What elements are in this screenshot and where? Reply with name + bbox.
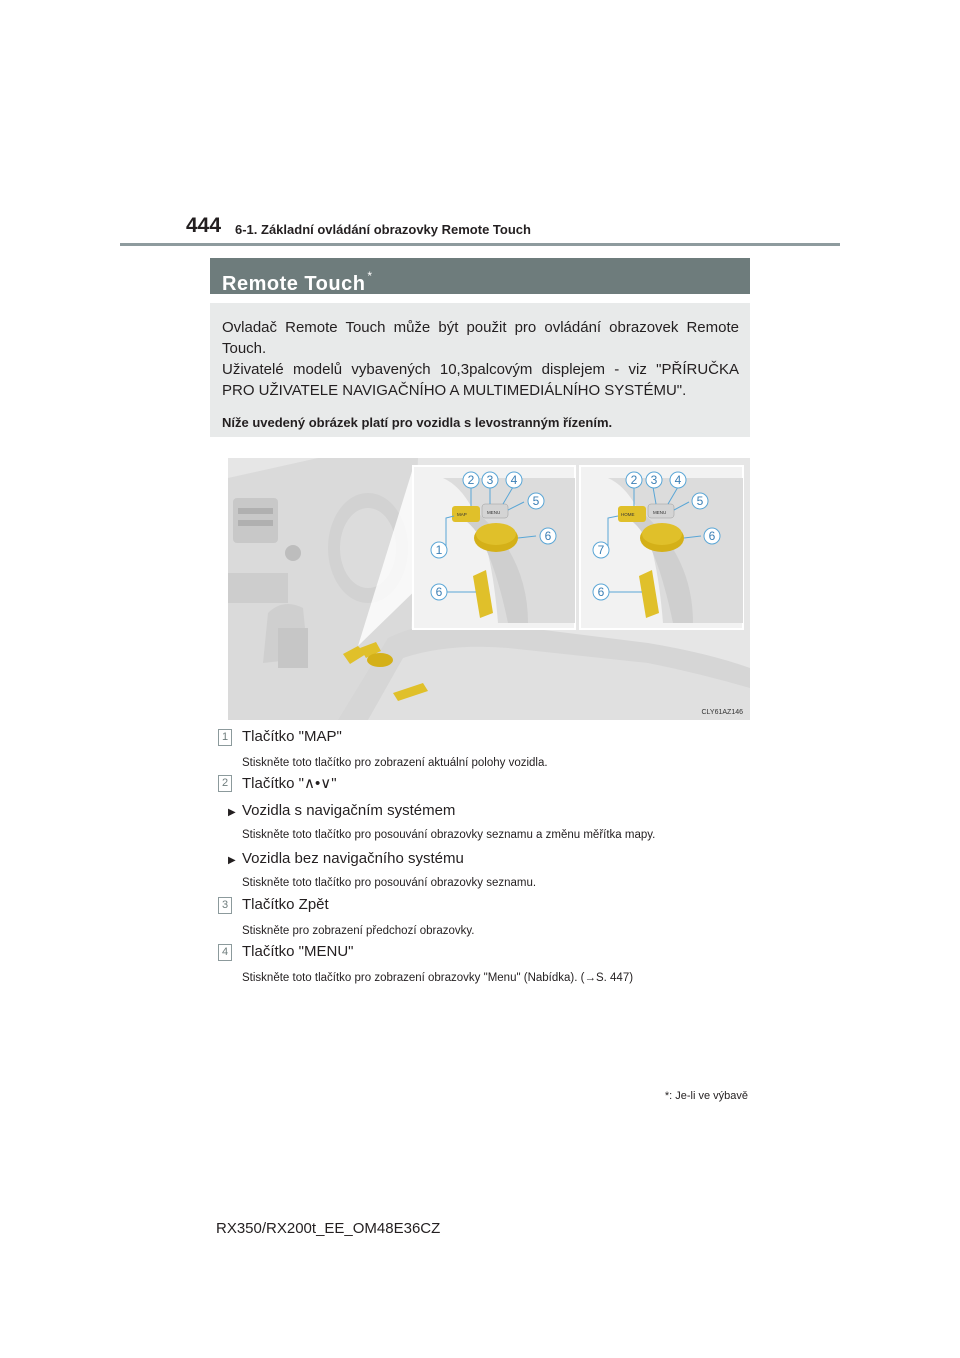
callout-right-1: 2 [630, 473, 638, 487]
item-desc-4: Stiskněte toto tlačítko pro zobrazení obrazovky "Menu" (Nabídka). (→S. 447) [242, 972, 634, 984]
item-number-1: 1 [218, 729, 232, 746]
header-section-title: 6-1. Základní ovládání obrazovky Remote Touch [235, 222, 531, 237]
intro-paragraph-1: Ovladač Remote Touch může být použit pro ovládání obrazovek Remote Touch. [222, 319, 739, 357]
callout-right-7: 6 [597, 585, 605, 599]
item2-variant-2-title [228, 850, 464, 867]
callout-right-5: 6 [708, 529, 716, 543]
footer-code: RX350/RX200t_EE_OM48E36CZ [216, 1220, 441, 1237]
item2-variant-1-title [228, 802, 455, 819]
callout-left-3: 4 [510, 473, 518, 487]
item-number-3: 3 [218, 897, 232, 914]
item2-variant-2-desc: Stiskněte toto tlačítko pro posouvání obrazovky seznamu. [242, 877, 537, 889]
callout-right-6: 7 [597, 543, 605, 557]
section-title-bar [210, 258, 750, 294]
triangle-bullet-icon: ▶ [228, 807, 236, 818]
home-button-label: HOME [621, 512, 635, 517]
variant-2-title-text: Vozidla bez navigačního systému [242, 850, 464, 867]
callout-right-2: 3 [650, 473, 658, 487]
callout-left-1: 2 [467, 473, 475, 487]
triangle-bullet-icon: ▶ [228, 855, 236, 866]
illustration-code: CLY61AZ146 [701, 709, 743, 716]
callout-right-4: 5 [696, 494, 704, 508]
header-rule [120, 243, 840, 246]
intro-box [210, 303, 750, 437]
item-title-1: Tlačítko "MAP" [242, 728, 342, 745]
item-number-4: 4 [218, 944, 232, 961]
callout-left-2: 3 [486, 473, 494, 487]
section-title-mark: * [367, 269, 373, 283]
footnote: *: Je-li ve výbavě [664, 1090, 748, 1102]
map-button-label: MAP [457, 512, 467, 517]
menu-button-label-right: MENU [653, 510, 667, 515]
callout-left-6: 1 [435, 543, 443, 557]
item-title-3: Tlačítko Zpět [242, 896, 329, 913]
variant-1-title-text: Vozidla s navigačním systémem [242, 802, 456, 819]
menu-button-label-left: MENU [487, 510, 501, 515]
item-title-2: Tlačítko "∧•∨" [242, 775, 337, 792]
console-illustration [228, 458, 750, 720]
item-title-4: Tlačítko "MENU" [242, 943, 354, 960]
page-number: 444 [186, 214, 222, 237]
callout-left-5: 6 [544, 529, 552, 543]
callout-right-3: 4 [674, 473, 682, 487]
callout-left-7: 6 [435, 585, 443, 599]
item-desc-1: Stiskněte toto tlačítko pro zobrazení aktuální polohy vozidla. [242, 757, 548, 769]
intro-paragraph-2: Uživatelé modelů vybavených 10,3palcovým displejem - viz "PŘÍRUČKA PRO UŽIVATELE NAVIGAČNÍHO A MULTIMEDIÁLNÍHO SYSTÉMU". [222, 361, 739, 399]
section-title: Remote Touch [222, 273, 366, 295]
item-desc-3: Stiskněte pro zobrazení předchozí obrazovky. [242, 925, 475, 937]
callout-left-4: 5 [532, 494, 540, 508]
intro-paragraph-3: Níže uvedený obrázek platí pro vozidla s levostranným řízením. [222, 415, 613, 430]
item2-variant-1-desc: Stiskněte toto tlačítko pro posouvání obrazovky seznamu a změnu měřítka mapy. [242, 829, 656, 841]
item-number-2: 2 [218, 775, 232, 792]
